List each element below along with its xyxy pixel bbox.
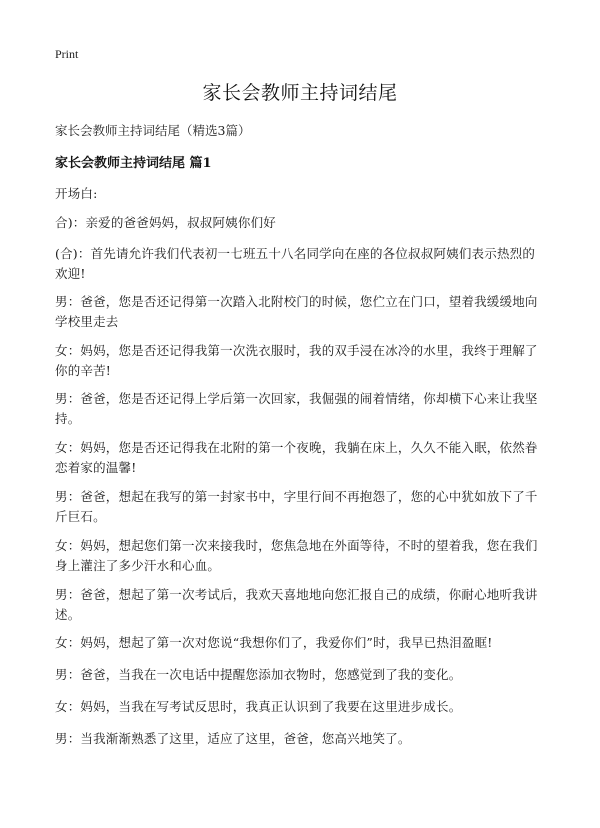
paragraph: 合)：亲爱的爸爸妈妈，叔叔阿姨你们好 bbox=[55, 215, 276, 230]
paragraph: 男：爸爸，您是否还记得上学后第一次回家，我倔强的闹着情绪，你却横下心来让我坚持。 bbox=[55, 391, 538, 426]
section-heading: 家长会教师主持词结尾 篇1 bbox=[55, 156, 212, 171]
paragraph: 女：妈妈，您是否还记得我第一次洗衣服时，我的双手浸在冰冷的水里，我终于理解了你的辛苦! bbox=[55, 343, 538, 378]
document-title: 家长会教师主持词结尾 bbox=[202, 82, 398, 104]
print-label: Print bbox=[55, 47, 79, 61]
paragraph: 女：妈妈，当我在写考试反思时，我真正认识到了我要在这里进步成长。 bbox=[55, 699, 462, 714]
paragraph: 男：爸爸，想起了第一次考试后，我欢天喜地地向您汇报自己的成绩，你耐心地听我讲述。 bbox=[55, 587, 538, 622]
paragraph: 男：爸爸，想起在我写的第一封家书中，字里行间不再抱怨了，您的心中犹如放下了千斤巨石。 bbox=[55, 489, 538, 524]
paragraph: 女：妈妈，想起您们第一次来接我时，您焦急地在外面等待，不时的望着我，您在我们身上灌注了多少汗水和心血。 bbox=[55, 538, 538, 573]
paragraph: (合)：首先请允许我们代表初一七班五十八名同学向在座的各位叔叔阿姨们表示热烈的欢迎! bbox=[55, 246, 536, 281]
paragraph: 男：爸爸，当我在一次电话中提醒您添加衣物时，您感觉到了我的变化。 bbox=[55, 667, 462, 682]
paragraph: 女：妈妈，您是否还记得我在北附的第一个夜晚，我躺在床上，久久不能入眠，依然眷恋着家的温馨! bbox=[55, 440, 538, 475]
paragraph: 女：妈妈，想起了第一次对您说“我想你们了，我爱你们”时，我早已热泪盈眶! bbox=[55, 635, 493, 650]
paragraph-opening: 开场白: bbox=[55, 186, 98, 201]
paragraph: 男：爸爸，您是否还记得第一次踏入北附校门的时候，您伫立在门口，望着我缓缓地向学校里走去 bbox=[55, 294, 538, 329]
document-subtitle: 家长会教师主持词结尾（精选3篇） bbox=[55, 123, 251, 138]
paragraph: 男：当我渐渐熟悉了这里，适应了这里，爸爸，您高兴地笑了。 bbox=[55, 731, 411, 746]
